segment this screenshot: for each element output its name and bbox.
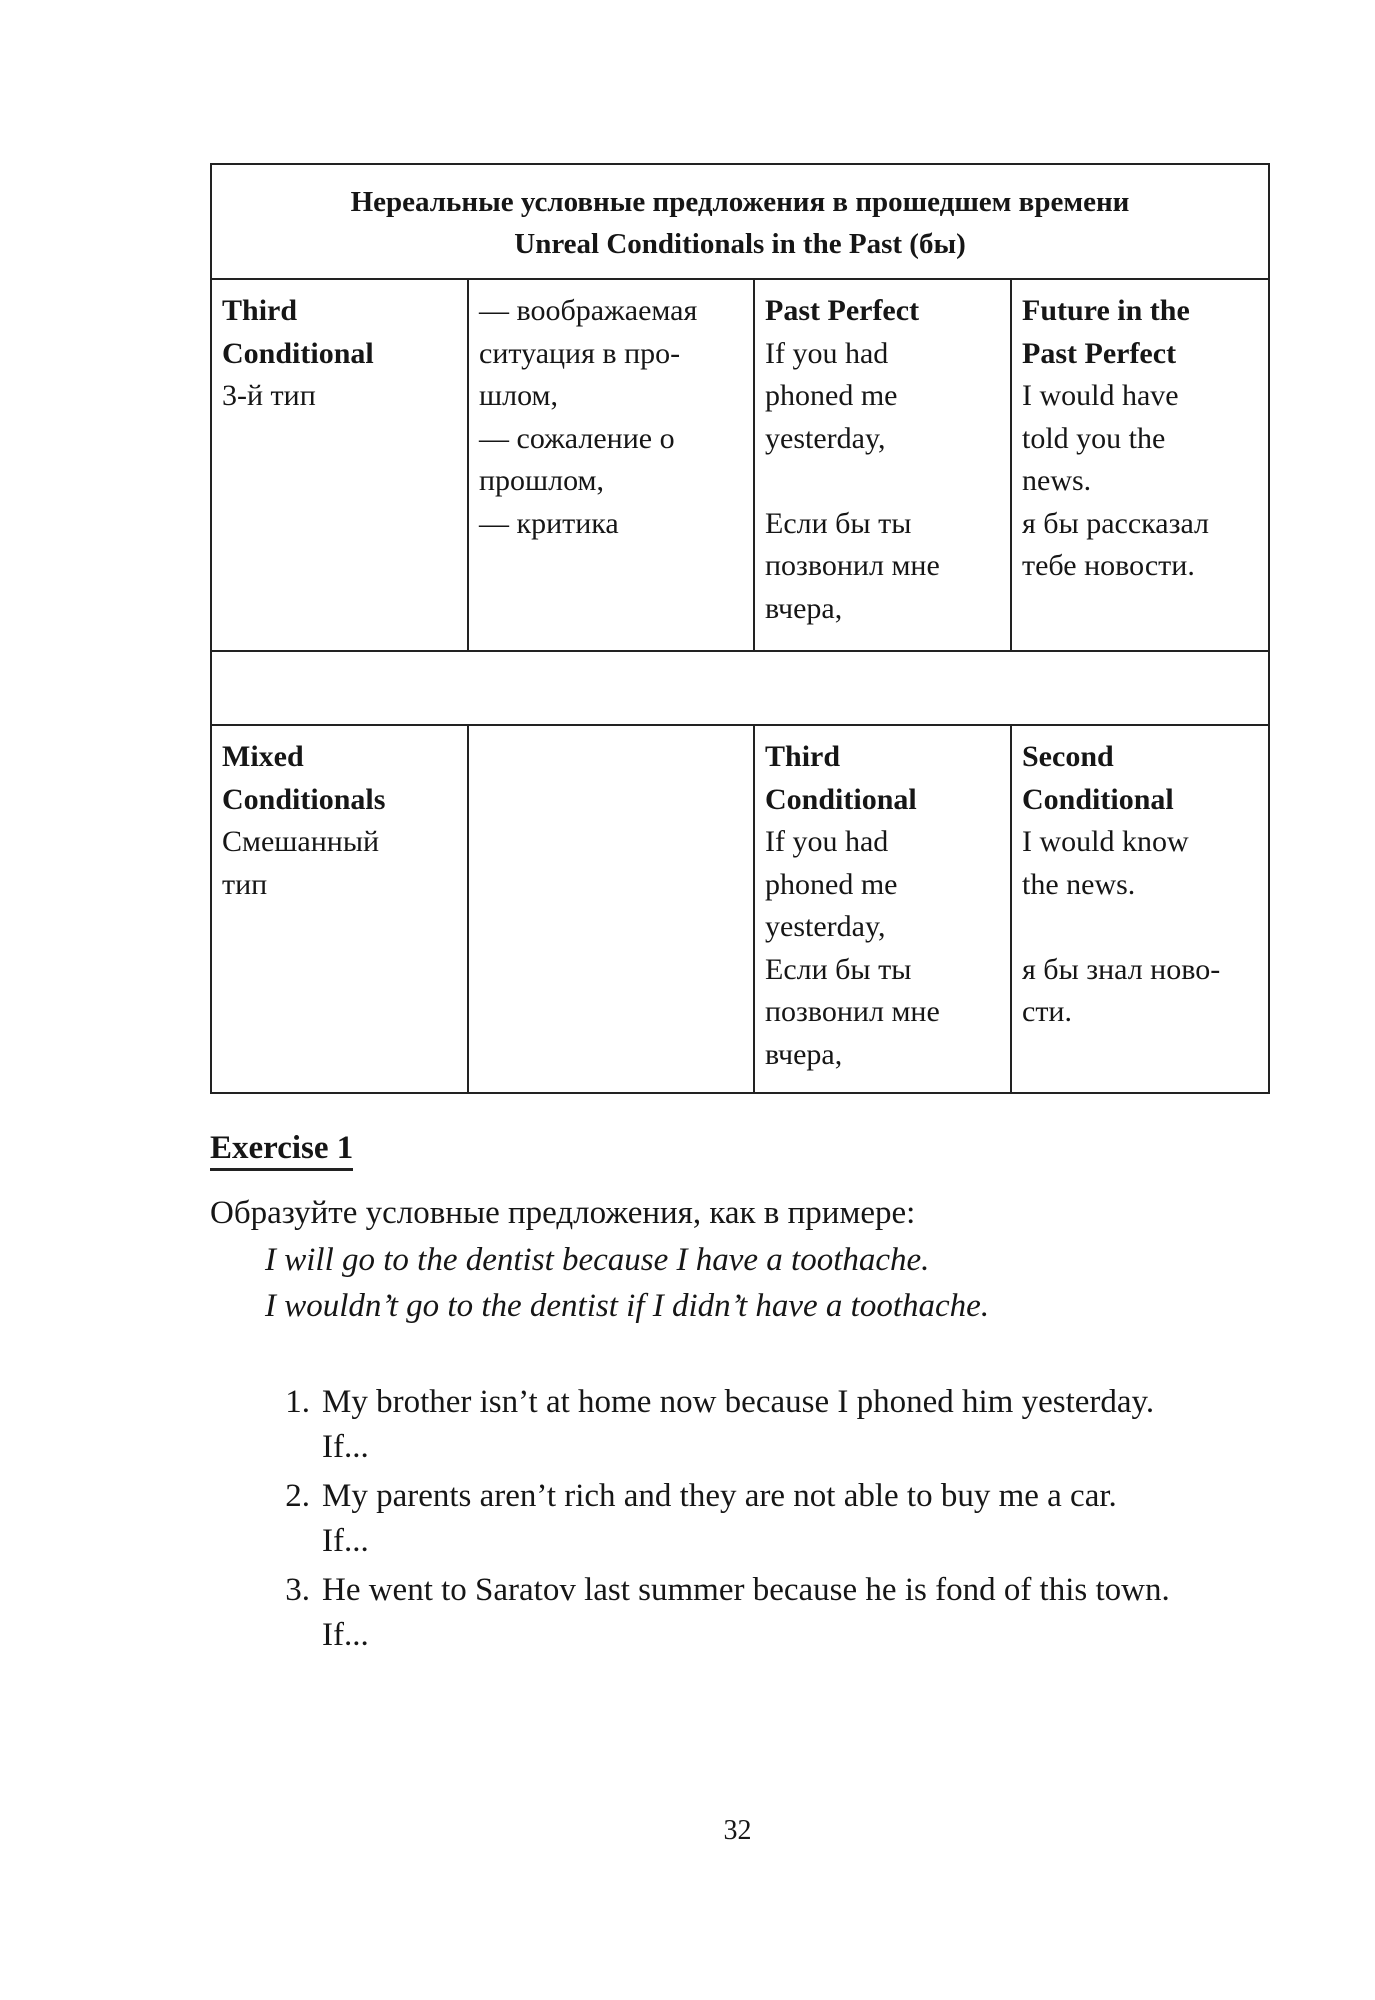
translation-line: Если бы ты (765, 952, 912, 986)
example-line: I would have (1022, 379, 1179, 412)
example-line: yesterday, (765, 421, 886, 455)
example-line: the news. (1022, 867, 1136, 901)
type-name: Mixed (222, 740, 304, 773)
type-name: Conditional (222, 336, 374, 370)
translation-line: позвонил мне (765, 549, 940, 582)
translation-line: Если бы ты (765, 506, 912, 540)
item-number: 2. (285, 1478, 310, 1514)
item-number: 3. (285, 1572, 310, 1608)
item-answer: If... (322, 1617, 369, 1653)
example-line: I would know (1022, 825, 1189, 858)
conditionals-table (210, 163, 1270, 1094)
exercise-item (210, 1568, 1270, 1658)
usage-line: — критика (479, 506, 619, 540)
usage-line: — воображаемая (479, 294, 698, 327)
example-line: phoned me (765, 867, 898, 901)
main-heading: Second (1022, 740, 1114, 773)
table-header (212, 165, 1268, 280)
example-sentence: I will go to the dentist because I have a toothache. (265, 1242, 930, 1278)
translation-line: позвонил мне (765, 995, 940, 1028)
item-text: My brother isn’t at home now because I phoned him yesterday. (322, 1384, 1155, 1420)
item-text: He went to Saratov last summer because he is fond of this town. (322, 1572, 1170, 1608)
table-title-ru: Нереальные условные предложения в прошедшем времени (350, 186, 1130, 218)
if-heading: Third (765, 740, 841, 773)
exercise-item (210, 1380, 1270, 1470)
type-name: Conditionals (222, 782, 386, 816)
table-row-third-conditional (212, 280, 1268, 652)
main-heading: Future in the (1022, 294, 1190, 327)
type-name: Third (222, 294, 298, 327)
item-answer: If... (322, 1523, 369, 1559)
cell-usage (469, 726, 755, 1092)
translation-line: я бы рассказал (1022, 506, 1210, 540)
cell-main-clause (1012, 726, 1268, 1092)
example-answer: I wouldn’t go to the dentist if I didn’t have a toothache. (265, 1288, 990, 1324)
cell-main-clause (1012, 280, 1268, 650)
cell-usage (469, 280, 755, 650)
example-line: news. (1022, 464, 1092, 497)
usage-line: прошлом, (479, 464, 605, 497)
type-sub: тип (222, 867, 268, 901)
example-line: phoned me (765, 379, 898, 412)
translation-line: я бы знал ново- (1022, 952, 1221, 986)
main-heading: Conditional (1022, 782, 1174, 816)
type-sub: Смешанный (222, 825, 380, 858)
translation-line: тебе новости. (1022, 549, 1195, 582)
usage-line: ситуация в про- (479, 336, 681, 370)
cell-if-clause (755, 726, 1012, 1092)
item-answer: If... (322, 1429, 369, 1465)
example-line: yesterday, (765, 910, 886, 943)
exercise-item (210, 1474, 1270, 1564)
table-title-en: Unreal Conditionals in the Past (бы) (514, 228, 966, 260)
page-number: 32 (723, 1815, 752, 1846)
cell-type (212, 726, 469, 1092)
exercise-items (210, 1380, 1270, 1658)
table-row-mixed-conditionals (212, 726, 1268, 1092)
main-heading: Past Perfect (1022, 336, 1177, 370)
example-line: told you the (1022, 421, 1166, 455)
example-line: If you had (765, 336, 889, 370)
item-number: 1. (285, 1384, 310, 1420)
item-text: My parents aren’t rich and they are not able to buy me a car. (322, 1478, 1117, 1514)
cell-type (212, 280, 469, 650)
if-heading: Past Perfect (765, 294, 920, 327)
cell-if-clause (755, 280, 1012, 650)
translation-line: вчера, (765, 591, 843, 625)
if-heading: Conditional (765, 782, 917, 816)
usage-line: шлом, (479, 379, 558, 412)
exercise-instruction: Образуйте условные предложения, как в примере: (210, 1195, 916, 1231)
translation-line: вчера, (765, 1037, 843, 1071)
example-line: If you had (765, 825, 889, 858)
table-row-empty (212, 652, 1268, 726)
usage-line: — сожаление о (479, 421, 675, 455)
translation-line: сти. (1022, 995, 1072, 1028)
type-sub: 3-й тип (222, 379, 316, 412)
exercise-title: Exercise 1 (210, 1128, 353, 1171)
